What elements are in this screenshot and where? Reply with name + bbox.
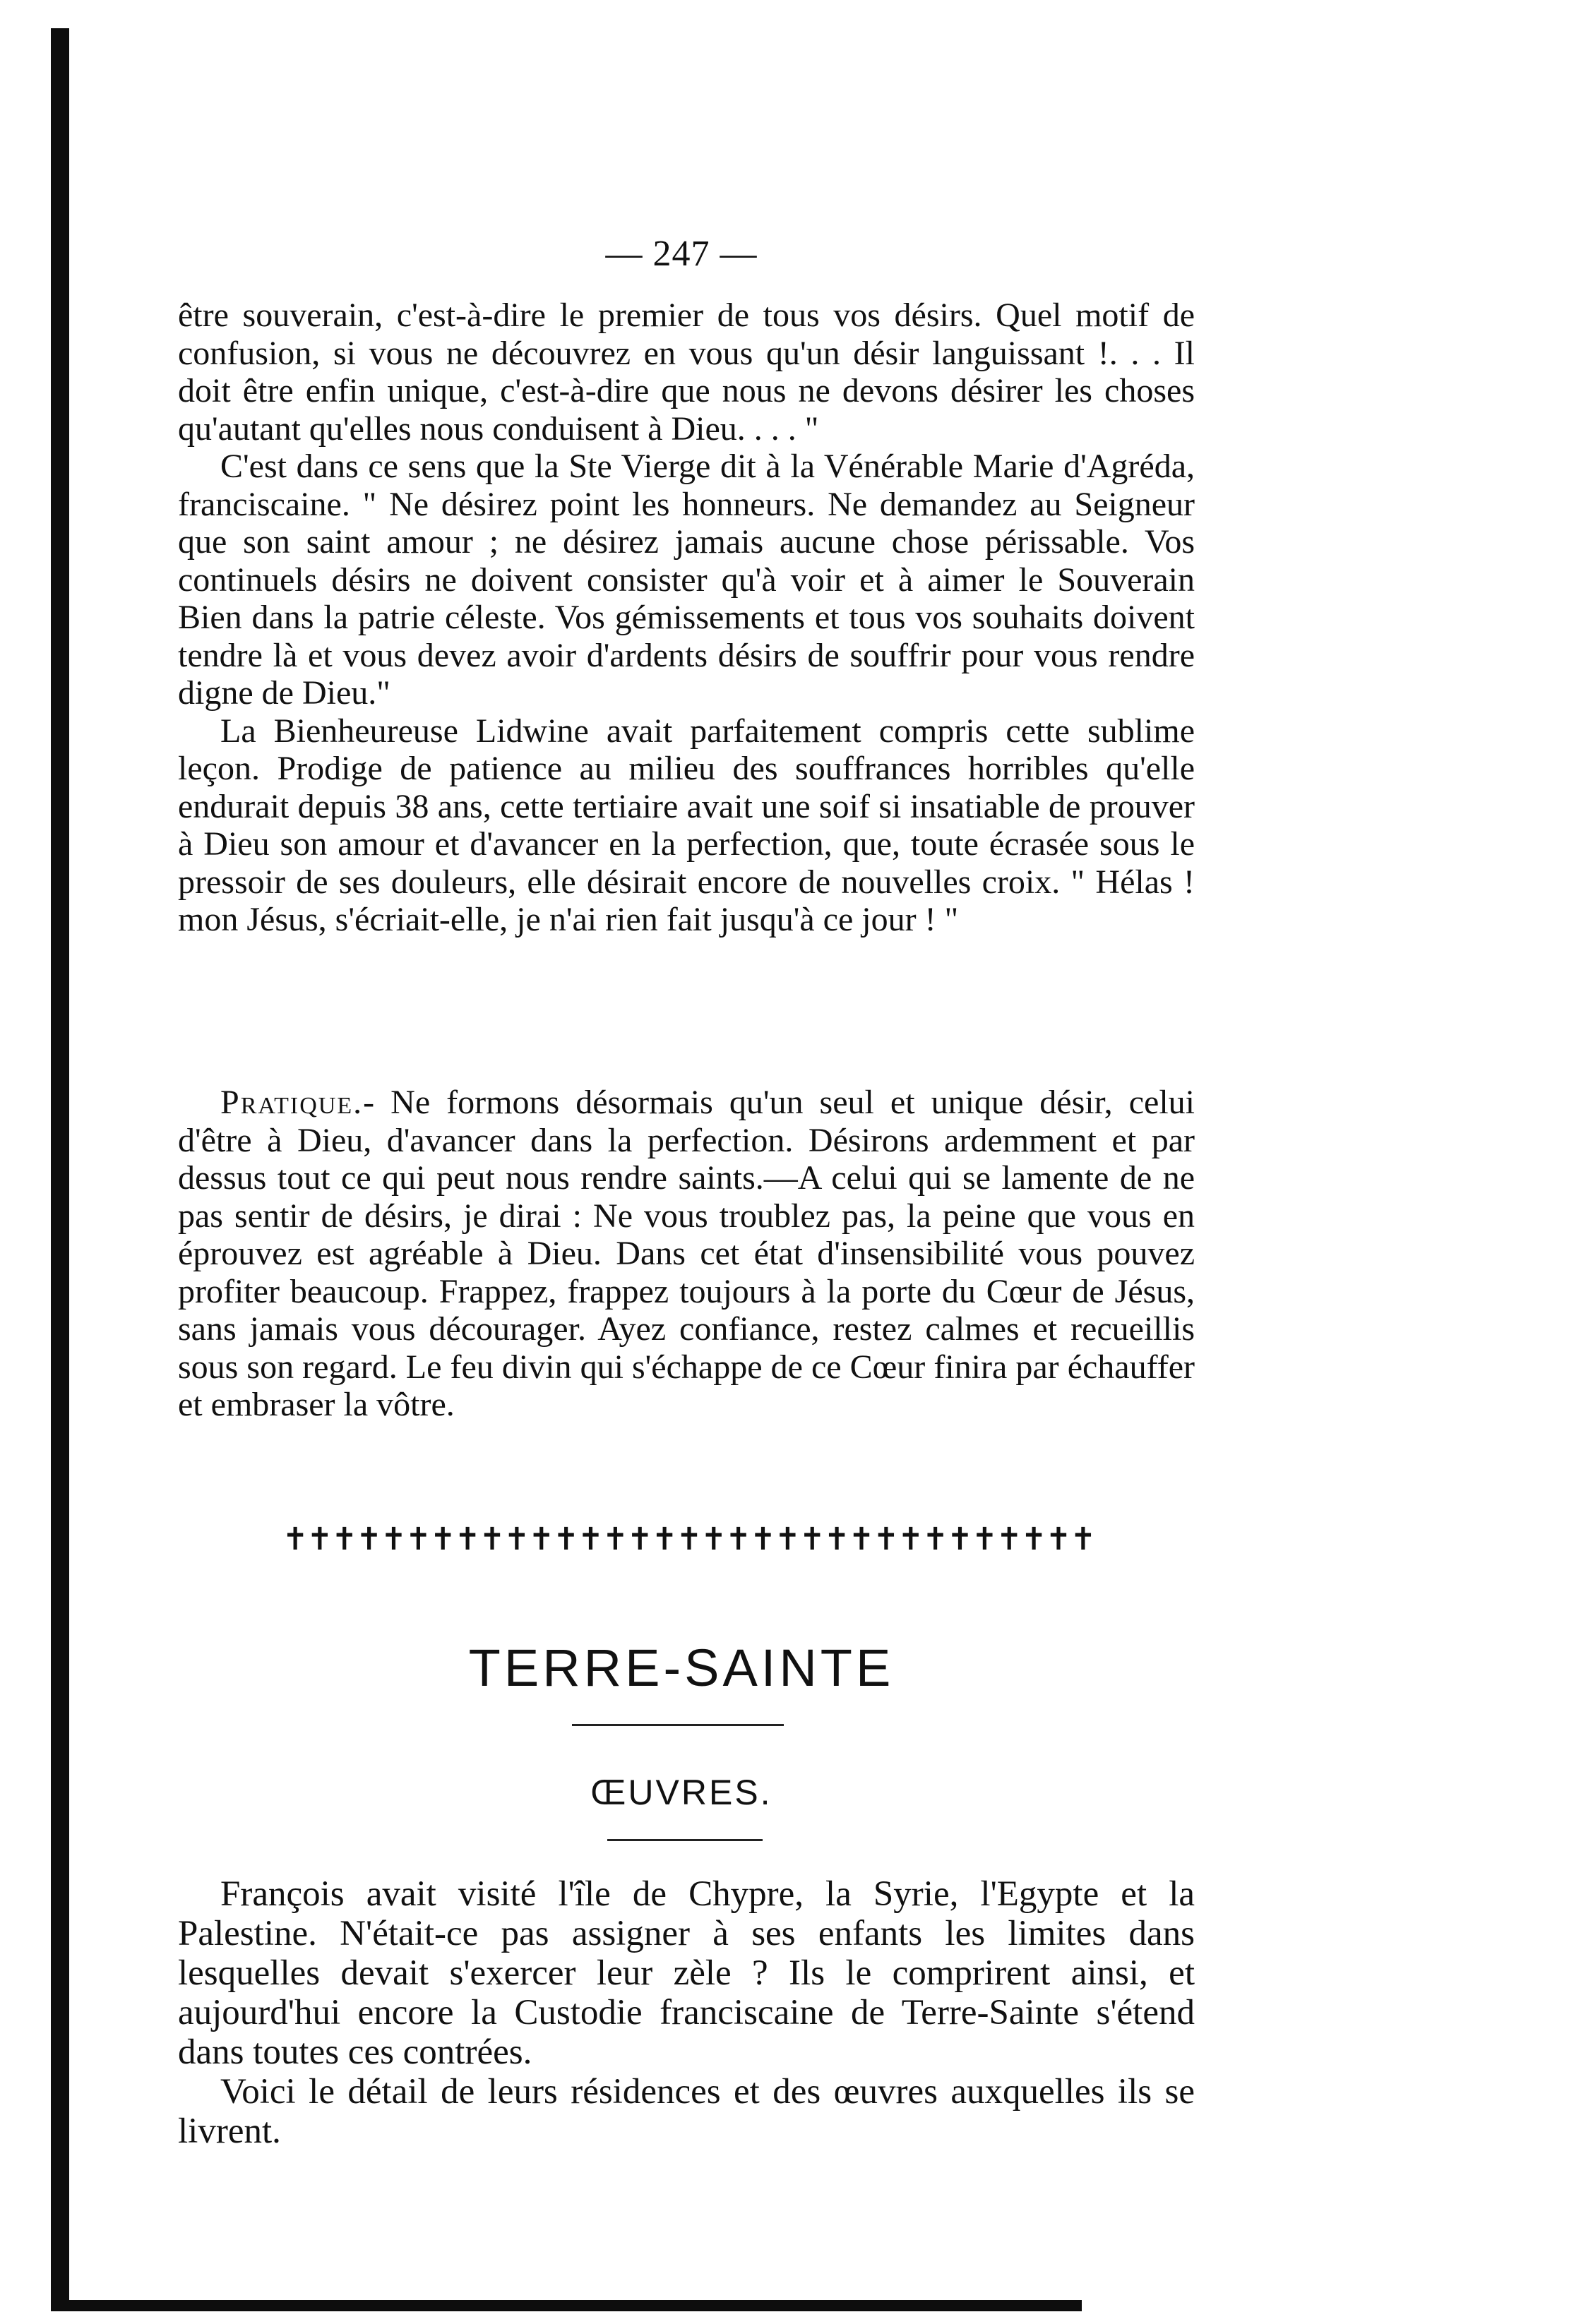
left-binding-rule [51,28,69,2308]
main-text-bottom [178,1874,1195,2151]
divider-line [607,1839,763,1841]
paragraph: être souverain, c'est-à-dire le premier de tous vos désirs. Quel motif de confusion, si vous ne découvrez en vous qu'un désir languissant !. . . Il doit être enfin unique, c'est-à-dire que nous ne devons désirer les choses qu'autant qu'elles nous conduisent à Dieu. . . . " [178,297,1195,448]
pratique-label: Pratique. [220,1084,364,1121]
pratique-text: - Ne formons désormais qu'un seul et unique désir, celui d'être à Dieu, d'avancer dans la perfection. Désirons ardemment et par dessus tout ce qui peut nous rendre saints.—A celui qui se lamente de ne pas sentir de désirs, je dirai : Ne vous troublez pas, la peine que vous en éprouvez est agréable à Dieu. Dans cet état d'insensibilité vous pouvez profiter beaucoup. Frappez, frappez toujours à la porte du Cœur de Jésus, sans jamais vous décourager. Ayez confiance, restez calmes et recueillis sous son regard. Le feu divin qui s'échappe de ce Cœur finira par échauffer et embraser la vôtre. [178,1084,1195,1423]
page-number: — 247 — [605,234,758,274]
paragraph: François avait visité l'île de Chypre, la Syrie, l'Egypte et la Palestine. N'était-ce pas assigner à ses enfants les limites dans lesquelles devait s'exercer leur zèle ? Ils le comprirent ainsi, et aujourd'hui encore la Custodie franciscaine de Terre-Sainte s'étend dans toutes ces contrées. [178,1874,1195,2072]
sub-title: ŒUVRES. [590,1773,772,1812]
divider-line [572,1724,784,1726]
bottom-rule [51,2300,1082,2311]
paragraph: C'est dans ce sens que la Ste Vierge dit à la Vénérable Marie d'Agréda, franciscaine. " Ne désirez point les honneurs. Ne demandez au Seigneur que son saint amour ; ne désirez jamais aucune chose périssable. Vos continuels désirs ne doivent consister qu'à voir et à aimer le Souverain Bien dans la patrie céleste. Vos gémissements et tous vos souhaits doivent tendre là et vous devez avoir d'ardents désirs de souffrir pour vous rendre digne de Dieu." [178,448,1195,712]
paragraph: La Bienheureuse Lidwine avait parfaitement compris cette sublime leçon. Prodige de patience au milieu des souffrances horribles qu'elle endurait depuis 38 ans, cette tertiaire avait une soif si insatiable de prouver à Dieu son amour et d'avancer en la perfection, que, toute écrasée sous le pressoir de ses douleurs, elle désirait encore de nouvelles croix. " Hélas ! mon Jésus, s'écriait-elle, je n'ai rien fait jusqu'à ce jour ! " [178,712,1195,938]
section-title: TERRE-SAINTE [468,1639,895,1697]
pratique-block [178,1084,1195,1424]
paragraph: Voici le détail de leurs résidences et des œuvres auxquelles ils se livrent. [178,2072,1195,2151]
main-text-top [178,297,1195,939]
cross-ornament-divider: ✝✝✝✝✝✝✝✝✝✝✝✝✝✝✝✝✝✝✝✝✝✝✝✝✝✝✝✝✝✝✝✝✝ [282,1521,1095,1557]
pratique-paragraph [178,1084,1195,1424]
